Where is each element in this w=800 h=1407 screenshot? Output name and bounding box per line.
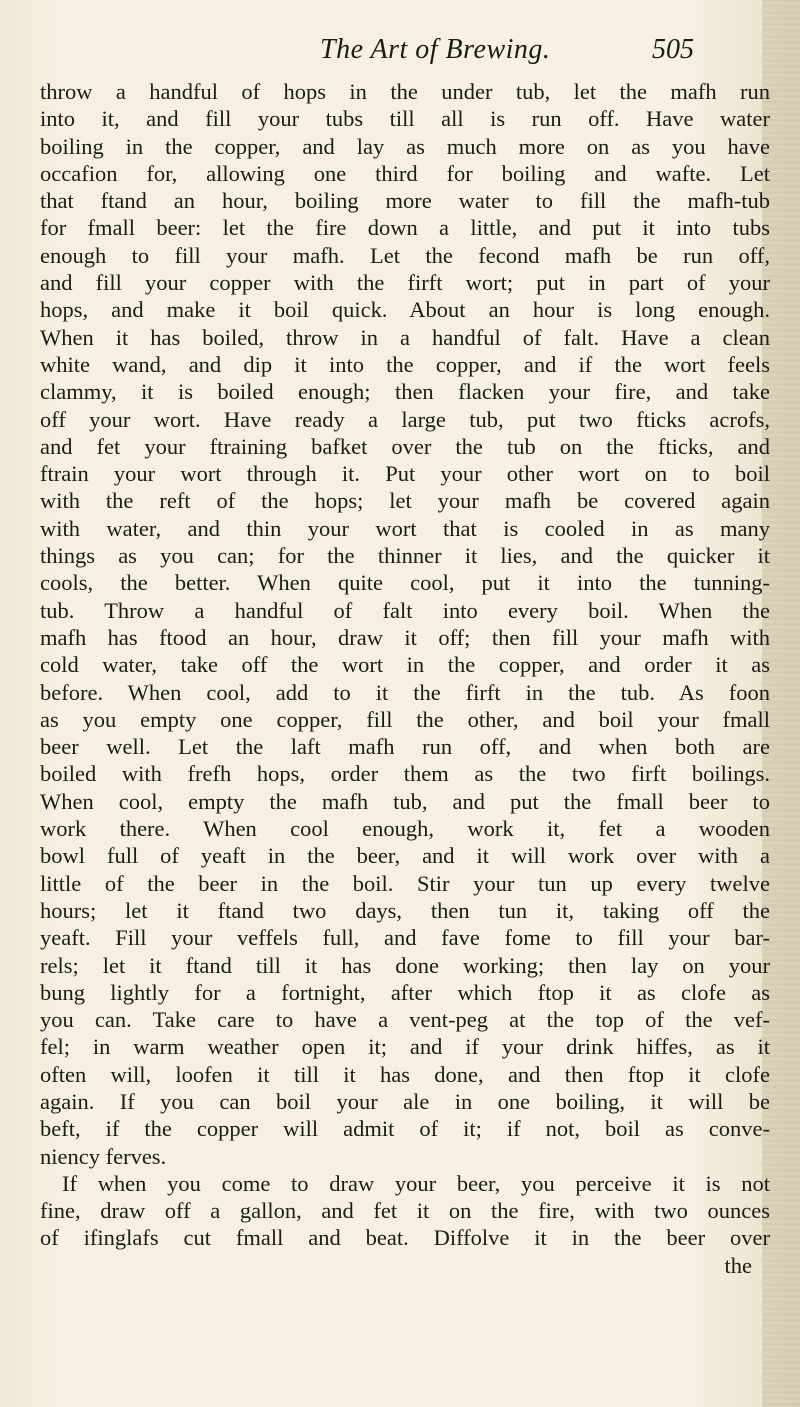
text-line: with water, and thin your wort that is cooled in as many (40, 515, 770, 541)
catchword: the (724, 1252, 752, 1278)
text-line: throw a handful of hops in the under tub, let the mafh run (40, 79, 770, 104)
text-line: rels; let it ftand till it has done working; then lay on your (40, 952, 770, 978)
text-line: boiling in the copper, and lay as much more on as you have (40, 133, 770, 159)
text-line: occafion for, allowing one third for boiling and wafte. Let (40, 160, 770, 186)
body-text (40, 78, 770, 1279)
text-line: off your wort. Have ready a large tub, put two fticks acrofs, (40, 406, 770, 432)
text-line: for fmall beer: let the fire down a little, and put it into tubs (40, 215, 770, 241)
text-line: work there. When cool enough, work it, fet a wooden (40, 816, 770, 842)
text-line: things as you can; for the thinner it lies, and the quicker it (40, 543, 770, 569)
text-line-paragraph-start: If when you come to draw your beer, you perceive it is not (62, 1170, 770, 1196)
text-line: mafh has ftood an hour, draw it off; then fill your mafh with (40, 624, 770, 650)
text-line: fine, draw off a gallon, and fet it on the fire, with two ounces (40, 1198, 770, 1224)
text-line: again. If you can boil your ale in one boiling, it will be (40, 1088, 770, 1114)
running-title: The Art of Brewing. (320, 34, 551, 65)
text-line: and fet your ftraining bafket over the tub on the fticks, and (40, 433, 770, 459)
text-line: little of the beer in the boil. Stir your tun up every twelve (40, 870, 770, 896)
text-line: enough to fill your mafh. Let the fecond mafh be run off, (40, 242, 770, 268)
text-line: and fill your copper with the firft wort; put in part of your (40, 270, 770, 296)
text-line: white wand, and dip it into the copper, and if the wort feels (40, 351, 770, 377)
text-line: bowl full of yeaft in the beer, and it will work over with a (40, 843, 770, 869)
text-line: often will, loofen it till it has done, and then ftop it clofe (40, 1061, 770, 1087)
text-line: ftrain your wort through it. Put your other wort on to boil (40, 461, 770, 487)
text-line: beft, if the copper will admit of it; if not, boil as conve- (40, 1116, 770, 1142)
text-line: clammy, it is boiled enough; then flacken your fire, and take (40, 379, 770, 405)
text-line: cold water, take off the wort in the copper, and order it as (40, 652, 770, 678)
text-line: as you empty one copper, fill the other, and boil your fmall (40, 706, 770, 732)
text-line: tub. Throw a handful of falt into every boil. When the (40, 597, 770, 623)
text-line: hours; let it ftand two days, then tun it, taking off the (40, 897, 770, 923)
text-line: yeaft. Fill your veffels full, and fave fome to fill your bar- (40, 925, 770, 951)
text-line: boiled with frefh hops, order them as the two firft boilings. (40, 761, 770, 787)
text-line: before. When cool, add to it the firft in the tub. As foon (40, 679, 770, 705)
text-line: hops, and make it boil quick. About an hour is long enough. (40, 297, 770, 323)
text-line: into it, and fill your tubs till all is run off. Have water (40, 106, 770, 132)
text-line: of ifinglafs cut fmall and beat. Diffolve it in the beer over (40, 1225, 770, 1251)
text-line: beer well. Let the laft mafh run off, and when both are (40, 734, 770, 760)
text-line: you can. Take care to have a vent-peg at the top of the vef- (40, 1007, 770, 1033)
text-line: that ftand an hour, boiling more water to fill the mafh-tub (40, 188, 770, 214)
text-line: When cool, empty the mafh tub, and put the fmall beer to (40, 788, 770, 814)
page-header (40, 28, 760, 68)
text-line: with the reft of the hops; let your mafh be covered again (40, 488, 770, 514)
text-line: bung lightly for a fortnight, after which ftop it as clofe as (40, 979, 770, 1005)
text-line: fel; in warm weather open it; and if your drink hiffes, as it (40, 1034, 770, 1060)
text-line: When it has boiled, throw in a handful of falt. Have a clean (40, 324, 770, 350)
text-line: cools, the better. When quite cool, put it into the tunning- (40, 570, 770, 596)
text-line-paragraph-end: niency ferves. (40, 1143, 167, 1169)
page-number: 505 (652, 34, 694, 65)
